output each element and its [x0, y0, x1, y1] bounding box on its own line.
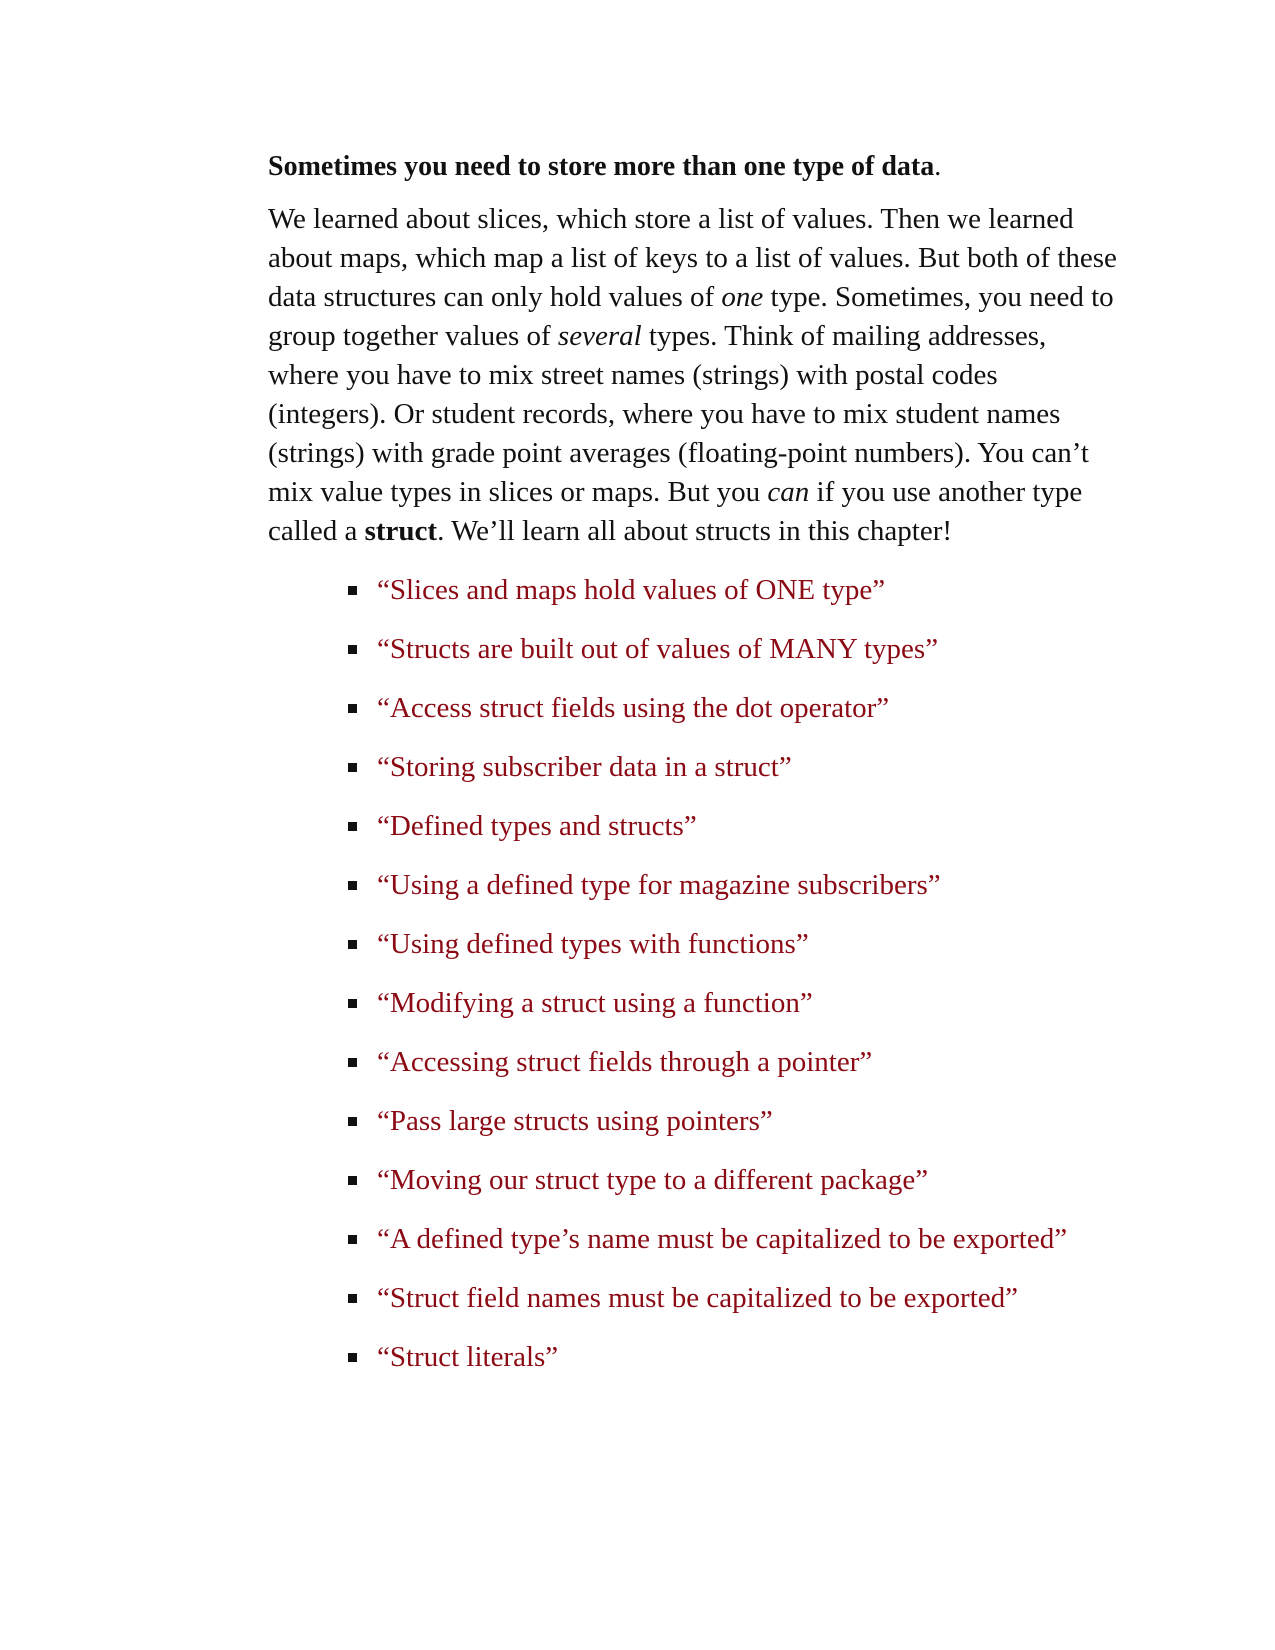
topic-link-text[interactable]: “Using defined types with functions” [377, 928, 809, 960]
intro-text-5: . We’ll learn all about structs in this chapter! [437, 515, 953, 547]
square-bullet-icon [348, 1235, 357, 1244]
intro-text-3: types. Think of mailing addresses, where you have to mix street names (strings) with postal codes (integers). Or student records, where you have to mix student names (strings) with grade point averages (floating-point numbers). You can’t mix value types in slices or maps. But you [268, 320, 1089, 508]
square-bullet-icon [348, 704, 357, 713]
topic-link-text[interactable]: “Moving our struct type to a different package” [377, 1164, 929, 1196]
intro-text-4: if you use another type called a [268, 476, 1083, 547]
topic-link[interactable] [348, 1338, 1078, 1377]
topic-link-text[interactable]: “Slices and maps hold values of ONE type” [377, 574, 886, 606]
topic-link[interactable] [348, 984, 1078, 1023]
square-bullet-icon [348, 1353, 357, 1362]
section-heading [268, 148, 1118, 186]
topic-link-text[interactable]: “Storing subscriber data in a struct” [377, 751, 792, 783]
topic-link-text[interactable]: “Access struct fields using the dot operator” [377, 692, 890, 724]
topic-link[interactable] [348, 630, 1078, 669]
square-bullet-icon [348, 1058, 357, 1067]
section-heading-period: . [934, 151, 942, 182]
square-bullet-icon [348, 999, 357, 1008]
topic-link-text[interactable]: “A defined type’s name must be capitalized to be exported” [377, 1223, 1068, 1255]
topic-link[interactable] [348, 1161, 1078, 1200]
topic-link[interactable] [348, 807, 1078, 846]
topic-link-text[interactable]: “Struct literals” [377, 1341, 559, 1373]
topic-link[interactable] [348, 1220, 1078, 1259]
topic-link-text[interactable]: “Pass large structs using pointers” [377, 1105, 773, 1137]
page-content [268, 148, 1118, 1397]
intro-strong-struct: struct [364, 515, 438, 547]
topic-list [268, 571, 1078, 1377]
intro-emphasis-several: several [557, 320, 642, 352]
square-bullet-icon [348, 645, 357, 654]
section-heading-text: Sometimes you need to store more than one type of data [268, 151, 935, 182]
topic-link[interactable] [348, 689, 1078, 728]
topic-link-text[interactable]: “Defined types and structs” [377, 810, 697, 842]
square-bullet-icon [348, 1294, 357, 1303]
square-bullet-icon [348, 881, 357, 890]
topic-link-text[interactable]: “Accessing struct fields through a pointer” [377, 1046, 873, 1078]
intro-emphasis-one: one [721, 281, 764, 313]
topic-link[interactable] [348, 925, 1078, 964]
square-bullet-icon [348, 1176, 357, 1185]
intro-text-2: type. Sometimes, you need to group together values of [268, 281, 1114, 352]
topic-link-text[interactable]: “Structs are built out of values of MANY types” [377, 633, 939, 665]
square-bullet-icon [348, 763, 357, 772]
topic-link[interactable] [348, 1043, 1078, 1082]
topic-link[interactable] [348, 571, 1078, 610]
square-bullet-icon [348, 940, 357, 949]
square-bullet-icon [348, 586, 357, 595]
intro-text-1: We learned about slices, which store a list of values. Then we learned about maps, which map a list of keys to a list of values. But both of these data structures can only hold values of [268, 203, 1117, 313]
topic-link[interactable] [348, 866, 1078, 905]
intro-emphasis-can: can [767, 476, 810, 508]
topic-link-text[interactable]: “Struct field names must be capitalized to be exported” [377, 1282, 1018, 1314]
topic-link[interactable] [348, 748, 1078, 787]
topic-link[interactable] [348, 1102, 1078, 1141]
topic-link[interactable] [348, 1279, 1078, 1318]
square-bullet-icon [348, 822, 357, 831]
topic-link-text[interactable]: “Modifying a struct using a function” [377, 987, 813, 1019]
square-bullet-icon [348, 1117, 357, 1126]
intro-paragraph [268, 200, 1118, 551]
topic-link-text[interactable]: “Using a defined type for magazine subscribers” [377, 869, 941, 901]
